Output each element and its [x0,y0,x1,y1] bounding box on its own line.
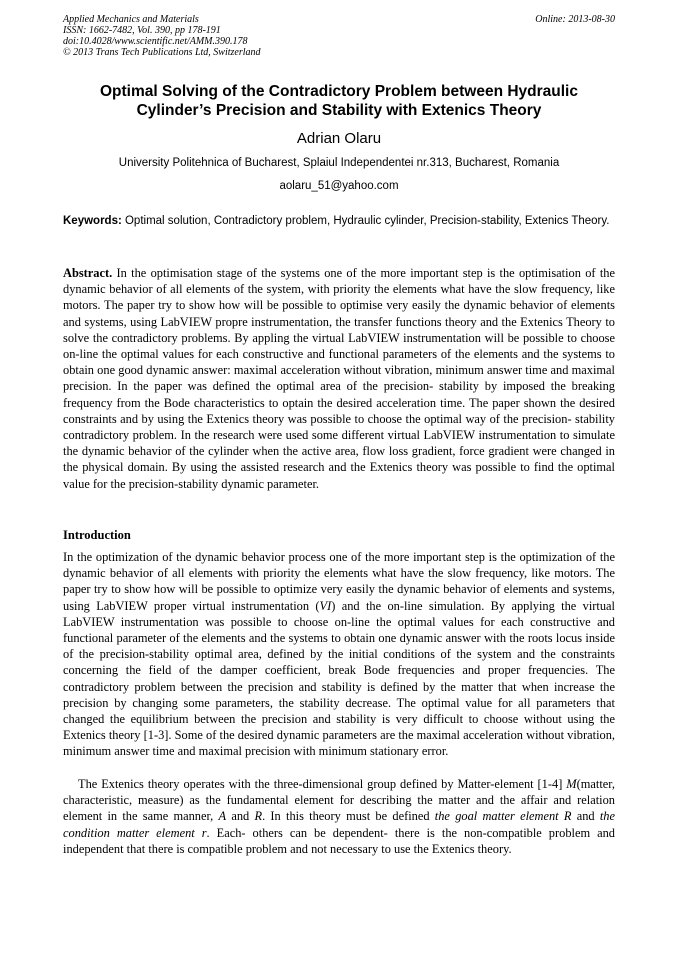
intro-p2-text-c: . In this theory must be defined [262,809,435,824]
copyright-line: © 2013 Trans Tech Publications Ltd, Switzerland [63,47,261,58]
introduction-paragraph-1 [63,549,615,760]
author-name: Adrian Olaru [296,130,382,147]
issn-line: ISSN: 1662-7482, Vol. 390, pp 178-191 [63,25,221,36]
title-line-1: Optimal Solving of the Contradictory Problem between Hydraulic [100,83,578,100]
abstract-block [63,265,615,492]
section-heading-introduction: Introduction [63,528,131,542]
keywords-label: Keywords: [63,215,122,227]
keywords-block [63,213,615,230]
intro-p2-goal-element: the goal matter element R [434,809,572,824]
journal-header [63,14,615,58]
intro-p2-text-b: (matter, characteristic, measure) as the fundamental element for describing the matter and the affair and relation element in the same manner, [63,777,615,824]
online-date: Online: 2013-08-30 [535,14,615,25]
intro-p1-text-a: In the optimization of the dynamic behavior process one of the more important step is the optimization of the dynamic behavior of all elements with priority the elements what have the slow frequency, like motors. The paper try to show how will be possible to optimize very easily the dynamic behavior of elements and systems, using LabVIEW proper virtual instrumentation ( [63,550,615,613]
introduction-paragraph-2 [63,776,615,857]
intro-p2-and-2: and [571,809,600,824]
doi-line: doi:10.4028/www.scientific.net/AMM.390.178 [63,36,248,47]
paper-title [63,82,615,120]
keywords-text: Optimal solution, Contradictory problem, Hydraulic cylinder, Precision-stability, Extenics Theory. [121,215,610,227]
abstract-text: In the optimisation stage of the systems one of the more important step is the optimisation of the dynamic behavior of all elements of the system, with priority the elements what have the slow frequency, like motors. The paper try to show how will be possible to optimise very easily the dynamic behavior of elements and systems, using LabVIEW propre instrumentation, the transfer functions theory and the Extenics Theory to solve the contradictory problems. By appling the virtual LabVIEW instrumentation will be possible to choose on-line the optimal values for each constructive and functional parameters of the elements and the systems to obtain one good dynamic answer: maximal acceleration without vibration, minimum answer time and maximal precision. In the paper was defined the optimal area of the precision- stability by imposed the breaking frequency from the Bode characteristics to optain the desired acceleration time. The paper shown the desired constraints and by using the Extenics theory was possible to choose the optimal way of the precision- stability contradictory problem. In the research were used some different virtual LabVIEW instrumentation to simulate the dynamic behavior of the cylinder when the active area, flow loss gradient, force gradient were changed in the physical domain. By using the assisted research and the Extenics theory was possible to find the optimal value for the precision-stability dynamic parameter. [63,266,615,491]
intro-p2-r-symbol: R [254,809,263,824]
author-affiliation: University Politehnica of Bucharest, Splaiul Independentei nr.313, Bucharest, Romania [118,157,560,169]
intro-p1-vi: VI [319,598,332,613]
intro-p2-and: and [226,809,255,824]
intro-p2-a-symbol: A [218,809,227,824]
author-email: aolaru_51@yahoo.com [279,180,399,192]
intro-p2-condition-element: the condition matter element r [63,809,615,840]
intro-p2-m: M [566,777,577,791]
intro-p1-text-b: ) and the on-line simulation. By applying the virtual LabVIEW instrumentation was possible to choose on-line the optimal values for each constructive and functional parameter of the elements and the systems to obtain one dynamic answer with the roots locus inside of the precision-stability optimal area, defined by the initial conditions of the system and the constraints concerning the field of the damper coefficient, break Bode frequencies and proper frequencies. The contradictory problem between the precision and stability is defined by the matter that when increase the precision by changing some parameters, the stability decrease. The optimal value for all parameters that changed the equilibrium between the precision and stability is very difficult to choose without using the Extenics theory [1-3]. Some of the desired dynamic parameters are the maximal acceleration without vibration, minimum answer time and maximal precision with minimum stationary error. [63,598,615,759]
abstract-label: Abstract. [63,266,113,280]
journal-name: Applied Mechanics and Materials [63,14,199,25]
intro-p2-text-d: . Each- others can be dependent- there is the non-compatible problem and independent that there is compatible problem and not necessary to use the Extenics theory. [63,825,615,856]
title-line-2: Cylinder’s Precision and Stability with Extenics Theory [136,102,542,119]
intro-p2-text-a: The Extenics theory operates with the three-dimensional group defined by Matter-element [1-4] [78,777,567,791]
